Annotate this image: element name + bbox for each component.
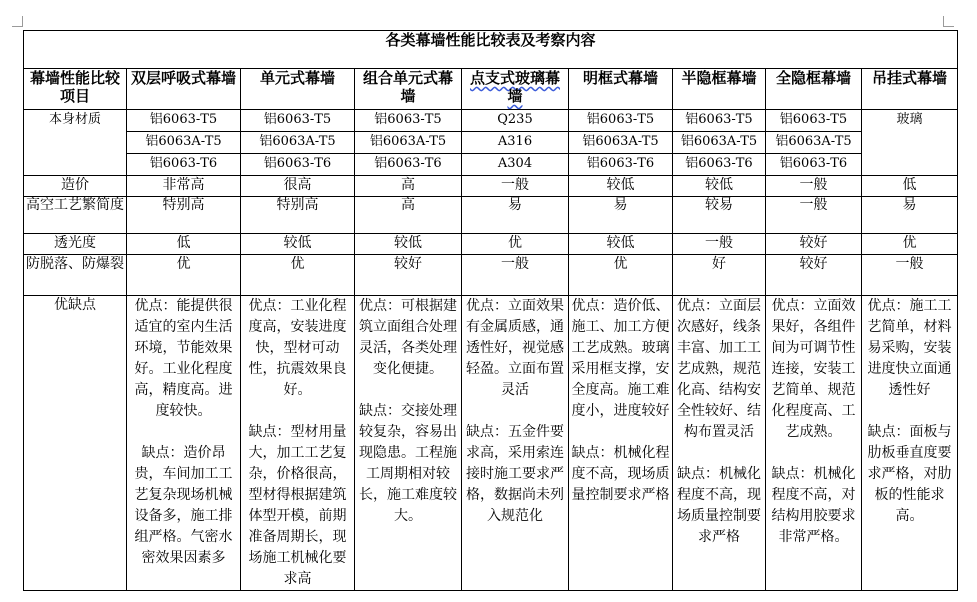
table-cell: 铝6063-T6: [355, 154, 462, 176]
header-cell: 明框式幕墙: [569, 69, 673, 110]
table-cell: 一般: [766, 197, 862, 234]
table-cell: 较好: [355, 255, 462, 296]
table-row: [24, 197, 958, 234]
pros-cons-cell: [766, 296, 862, 591]
table-cell: 较易: [673, 197, 766, 234]
table-cell: 铝6063-T6: [241, 154, 355, 176]
cons-text: 缺点：面板与肋板垂直度要求严格，对肋板的性能求高。: [867, 424, 952, 524]
table-cell: 低: [127, 234, 241, 255]
table-cell: 特别高: [241, 197, 355, 234]
header-cell: 组合单元式幕墙: [355, 69, 462, 110]
table-cell: 铝6063-T5: [569, 110, 673, 132]
pros-text: 优点：立面效果好，各组件间为可调节性连接，安装工艺简单、规范化程度高、工艺成熟。: [771, 298, 856, 440]
table-cell: 优: [241, 255, 355, 296]
table-cell: 非常高: [127, 176, 241, 197]
page-corner-mark: [943, 16, 954, 27]
header-cell: 半隐框幕墙: [673, 69, 766, 110]
table-cell: 一般: [462, 255, 569, 296]
material-row: [24, 110, 958, 132]
table-cell: 铝6063A-T5: [355, 132, 462, 154]
header-cell: 单元式幕墙: [241, 69, 355, 110]
header-cell: 全隐框幕墙: [766, 69, 862, 110]
header-cell: 吊挂式幕墙: [862, 69, 958, 110]
table-cell: 高: [355, 197, 462, 234]
row-label: 透光度: [24, 234, 127, 255]
pros-cons-cell: [355, 296, 462, 591]
table-cell: Q235: [462, 110, 569, 132]
table-cell: 很高: [241, 176, 355, 197]
pros-text: 优点：立面效果有金属质感，通透性好，视觉感轻盈。立面布置灵活: [466, 298, 564, 398]
pros-cons-cell: [569, 296, 673, 591]
table-cell: 铝6063-T6: [127, 154, 241, 176]
pros-text: 优点：造价低、施工、加工方便工艺成熟。玻璃采用框支撑，安全度高。施工难度小，进度较好: [571, 298, 670, 419]
table-cell: 较低: [355, 234, 462, 255]
pros-cons-cell: [462, 296, 569, 591]
table-cell: 铝6063-T6: [569, 154, 673, 176]
table-cell: 铝6063A-T5: [127, 132, 241, 154]
table-cell: 铝6063-T5: [355, 110, 462, 132]
header-cell: 双层呼吸式幕墙: [127, 69, 241, 110]
header-cell-text: 点支式玻璃幕墙: [469, 69, 560, 105]
table-cell: 较低: [569, 176, 673, 197]
pros-text: 优点：立面层次感好，线条丰富、加工工艺成熟，规范化高、结构安全性较好、结构布置灵活: [677, 298, 761, 440]
table-cell: 较好: [766, 234, 862, 255]
header-row: [24, 69, 958, 110]
cons-text: 缺点：造价昂贵，车间加工工艺复杂现场机械设备多，施工排组严格。气密水密效果因素多: [134, 445, 233, 566]
pros-cons-cell: [127, 296, 241, 591]
table-cell: 铝6063-T5: [766, 110, 862, 132]
comparison-table: [23, 30, 958, 591]
cons-text: 缺点：机械化程度不高，对结构用胶要求非常严格。: [771, 466, 856, 545]
pros-text: 优点：能提供很适宜的室内生活环境，节能效果好。工业化程度高，精度高。进度较快。: [134, 298, 233, 419]
table-cell: 优: [862, 234, 958, 255]
table-cell: 易: [462, 197, 569, 234]
table-cell: 较低: [241, 234, 355, 255]
table-cell: 易: [569, 197, 673, 234]
header-cell: 幕墙性能比较项目: [24, 69, 127, 110]
table-cell: 高: [355, 176, 462, 197]
table-cell: 铝6063A-T5: [569, 132, 673, 154]
pros-cons-cell: [673, 296, 766, 591]
table-cell: 一般: [766, 176, 862, 197]
row-label: 造价: [24, 176, 127, 197]
table-cell: A304: [462, 154, 569, 176]
table-cell: 铝6063-T6: [766, 154, 862, 176]
table-cell: 铝6063-T6: [673, 154, 766, 176]
table-cell: 铝6063A-T5: [766, 132, 862, 154]
table-cell: 玻璃: [862, 110, 958, 176]
row-label: 高空工艺繁简度: [24, 197, 127, 234]
table-cell: 优: [569, 255, 673, 296]
table-cell: 较低: [673, 176, 766, 197]
material-row: [24, 132, 958, 154]
table-row: [24, 176, 958, 197]
cons-text: 缺点：机械化程度不高，现场质量控制要求严格: [677, 466, 761, 545]
cons-text: 缺点：五金件要求高，采用索连接时施工要求严格，数据尚未列入规范化: [466, 424, 564, 524]
table-cell: 特别高: [127, 197, 241, 234]
table-cell: 一般: [673, 234, 766, 255]
table-cell: 铝6063A-T5: [241, 132, 355, 154]
table-cell: 优: [127, 255, 241, 296]
header-cell: [462, 69, 569, 110]
cons-text: 缺点：机械化程度不高，现场质量控制要求严格: [571, 445, 670, 503]
title-row: [24, 31, 958, 69]
table-cell: 铝6063-T5: [241, 110, 355, 132]
material-row: [24, 154, 958, 176]
table-cell: 易: [862, 197, 958, 234]
pros-text: 优点：工业化程度高，安装进度快，型材可动性，抗震效果良好。: [248, 298, 347, 398]
table-cell: 铝6063A-T5: [673, 132, 766, 154]
pros-text: 优点：施工工艺简单，材料易采购，安装进度快立面通透性好: [867, 298, 952, 398]
cons-text: 缺点：交接处理较复杂，容易出现隐患。工程施工周期相对较长，施工难度较大。: [359, 403, 457, 524]
pros-text: 优点：可根据建筑立面组合处理灵活，各类处理变化便捷。: [359, 298, 457, 377]
pros-cons-cell: [862, 296, 958, 591]
row-label: 优缺点: [24, 296, 127, 591]
table-row: [24, 255, 958, 296]
table-cell: 铝6063-T5: [127, 110, 241, 132]
table-title: 各类幕墙性能比较表及考察内容: [24, 31, 958, 69]
pros-cons-row: [24, 296, 958, 591]
cons-text: 缺点：型材用量大，加工工艺复杂，价格很高，型材得根据建筑体型开模，前期准备周期长，现场施工机械化要求高: [248, 424, 347, 587]
row-label: 防脱落、防爆裂: [24, 255, 127, 296]
table-row: [24, 234, 958, 255]
page-corner-mark: [12, 16, 23, 27]
table-cell: A316: [462, 132, 569, 154]
table-cell: 好: [673, 255, 766, 296]
table-cell: 优: [462, 234, 569, 255]
table-cell: 铝6063-T5: [673, 110, 766, 132]
pros-cons-cell: [241, 296, 355, 591]
table-cell: 一般: [462, 176, 569, 197]
row-label: 本身材质: [24, 110, 127, 176]
table-cell: 较低: [569, 234, 673, 255]
table-cell: 低: [862, 176, 958, 197]
table-cell: 较好: [766, 255, 862, 296]
table-cell: 一般: [862, 255, 958, 296]
